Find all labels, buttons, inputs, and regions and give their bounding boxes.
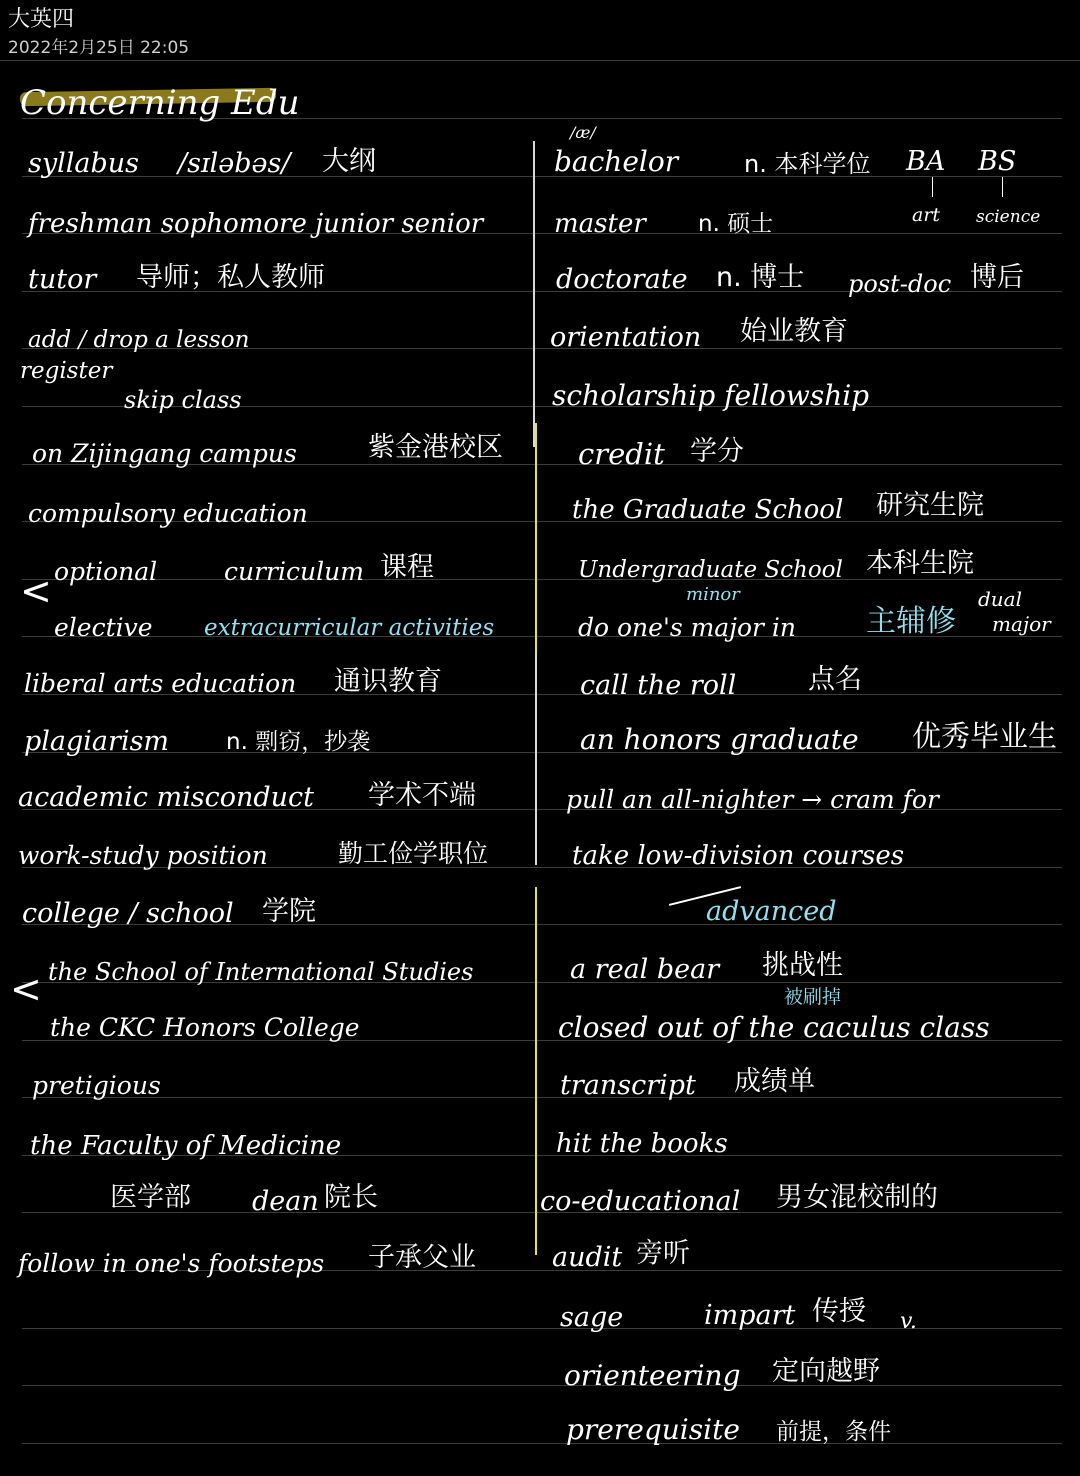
ink-dual: dual — [978, 587, 1023, 611]
ink-work-study-cn: 勤工俭学职位 — [338, 839, 489, 868]
ink-credit-cn: 学分 — [690, 436, 744, 467]
left-bracket-1: < — [20, 569, 52, 613]
ink-prerequisite: prerequisite — [566, 1413, 740, 1446]
ink-ba: BA — [906, 146, 946, 177]
ink-compulsory: compulsory education — [28, 499, 308, 528]
ink-credit: credit — [578, 437, 665, 471]
ink-science: science — [976, 207, 1041, 227]
ink-orienteering: orienteering — [564, 1359, 741, 1392]
ruled-line — [22, 1097, 1062, 1098]
ink-dean: dean — [252, 1186, 319, 1217]
note-canvas[interactable] — [0, 61, 1080, 1476]
ink-do-major: do one's major in — [578, 613, 797, 642]
ink-doctorate-cn: n. 博士 — [716, 262, 805, 293]
ink-misconduct: academic misconduct — [18, 782, 315, 813]
ink-syllabus: syllabus — [28, 148, 140, 179]
ink-liberal-arts: liberal arts education — [24, 669, 297, 698]
ink-add-drop: add / drop a lesson — [28, 327, 250, 353]
ink-footsteps: follow in one's footsteps — [18, 1249, 325, 1278]
ink-prerequisite-cn: 前提，条件 — [776, 1419, 891, 1445]
ink-elective: elective — [54, 613, 153, 642]
ink-closed-out-note: 被刷掉 — [784, 986, 842, 1008]
ruled-line — [22, 1443, 1062, 1444]
ink-register: register — [20, 358, 113, 384]
ink-minor: minor — [686, 584, 740, 605]
ink-scholarship: scholarship fellowship — [552, 379, 870, 412]
ink-medicine-cn: 医学部 — [110, 1182, 191, 1213]
ink-co-educational: co-educational — [540, 1186, 741, 1217]
ink-pretigious: pretigious — [32, 1071, 161, 1100]
ink-faculty-medicine: the Faculty of Medicine — [30, 1131, 342, 1161]
ink-footsteps-cn: 子承父业 — [368, 1242, 476, 1273]
ink-co-educational-cn: 男女混校制的 — [776, 1182, 938, 1213]
ink-transcript-cn: 成绩单 — [734, 1066, 815, 1097]
note-date: 2022年2月25日 22:05 — [8, 38, 190, 58]
ink-doctorate: doctorate — [556, 264, 688, 295]
ink-undergraduate-school-cn: 本科生院 — [866, 548, 974, 579]
ink-misconduct-cn: 学术不端 — [368, 780, 476, 811]
note-header — [0, 0, 1080, 60]
ink-syllabus-ipa: /sɪləbəs/ — [178, 148, 291, 179]
ink-master: master — [554, 209, 646, 239]
ink-master-cn: n. 硕士 — [698, 211, 774, 237]
ink-hit-books: hit the books — [556, 1129, 728, 1159]
ink-liberal-arts-cn: 通识教育 — [334, 666, 442, 697]
ink-grade-levels: freshman sophomore junior senior — [28, 209, 484, 239]
ink-bachelor-cn: n. 本科学位 — [744, 150, 871, 178]
ink-undergraduate-school: Undergraduate School — [578, 557, 843, 583]
ink-post-doc: post-doc — [848, 270, 952, 298]
ink-plagiarism-cn: n. 剽窃，抄袭 — [226, 729, 371, 755]
ink-optional: optional — [54, 557, 158, 586]
ink-all-nighter: pull an all-nighter → cram for — [566, 785, 939, 814]
ink-impart-cn: 传授 — [812, 1296, 866, 1327]
ink-advanced: advanced — [706, 896, 837, 927]
ink-curriculum: curriculum — [224, 557, 364, 586]
ink-ckc: the CKC Honors College — [50, 1013, 360, 1042]
ink-bs: BS — [978, 146, 1017, 177]
ink-impart-v: v. — [900, 1309, 917, 1334]
ink-plagiarism: plagiarism — [24, 726, 170, 757]
ink-post-doc-cn: 博后 — [970, 262, 1024, 293]
ink-bachelor-ipa: /æ/ — [570, 123, 596, 142]
ink-transcript: transcript — [560, 1070, 696, 1101]
ink-college: college / school — [22, 898, 234, 929]
arrow-bs — [1002, 177, 1003, 197]
column-divider-3 — [535, 653, 537, 865]
ruled-line — [22, 752, 1062, 753]
note-title[interactable]: 大英四 — [8, 7, 75, 32]
ink-audit-cn: 旁听 — [636, 1238, 690, 1269]
ink-extracurricular: extracurricular activities — [204, 615, 495, 641]
left-bracket-2: < — [10, 967, 42, 1011]
note-heading: Concerning Edu — [20, 83, 300, 123]
ink-closed-out: closed out of the caculus class — [558, 1011, 990, 1044]
ink-call-roll: call the roll — [580, 670, 737, 701]
ink-audit: audit — [552, 1242, 623, 1273]
ink-orientation: orientation — [550, 322, 702, 353]
ink-skip-class: skip class — [124, 386, 242, 414]
ink-real-bear-cn: 挑战性 — [762, 950, 843, 981]
ink-tutor: tutor — [28, 264, 97, 295]
ink-honors-graduate-cn: 优秀毕业生 — [912, 719, 1058, 753]
ink-curriculum-cn: 课程 — [380, 552, 434, 583]
ink-real-bear: a real bear — [570, 954, 720, 985]
ink-intl-studies: the School of International Studies — [48, 958, 474, 986]
ink-work-study: work-study position — [18, 841, 268, 870]
ink-honors-graduate: an honors graduate — [580, 723, 859, 756]
ink-dean-cn: 院长 — [324, 1182, 378, 1213]
ink-bachelor: bachelor — [554, 145, 679, 178]
ink-impart: impart — [704, 1300, 796, 1331]
ink-graduate-school: the Graduate School — [572, 495, 844, 525]
ink-sage: sage — [560, 1302, 624, 1333]
ink-campus-cn: 紫金港校区 — [368, 432, 503, 463]
arrow-ba — [932, 177, 933, 197]
ink-call-roll-cn: 点名 — [808, 664, 862, 695]
column-divider-4 — [535, 887, 537, 1255]
ink-campus: on Zijingang campus — [32, 439, 297, 468]
ink-tutor-cn: 导师；私人教师 — [136, 262, 325, 293]
ink-dual-major: major — [992, 612, 1051, 636]
ink-college-cn: 学院 — [262, 896, 316, 927]
ink-art: art — [912, 204, 941, 226]
ink-orientation-cn: 始业教育 — [740, 316, 848, 347]
ink-orienteering-cn: 定向越野 — [772, 1356, 880, 1387]
ink-major-minor-cn: 主辅修 — [866, 604, 956, 639]
column-divider-2 — [535, 423, 537, 691]
column-divider-1 — [533, 141, 535, 447]
ruled-line — [22, 1385, 1062, 1386]
ink-graduate-school-cn: 研究生院 — [876, 490, 984, 521]
ink-syllabus-cn: 大纲 — [322, 146, 376, 177]
ink-low-division: take low-division courses — [572, 841, 905, 871]
